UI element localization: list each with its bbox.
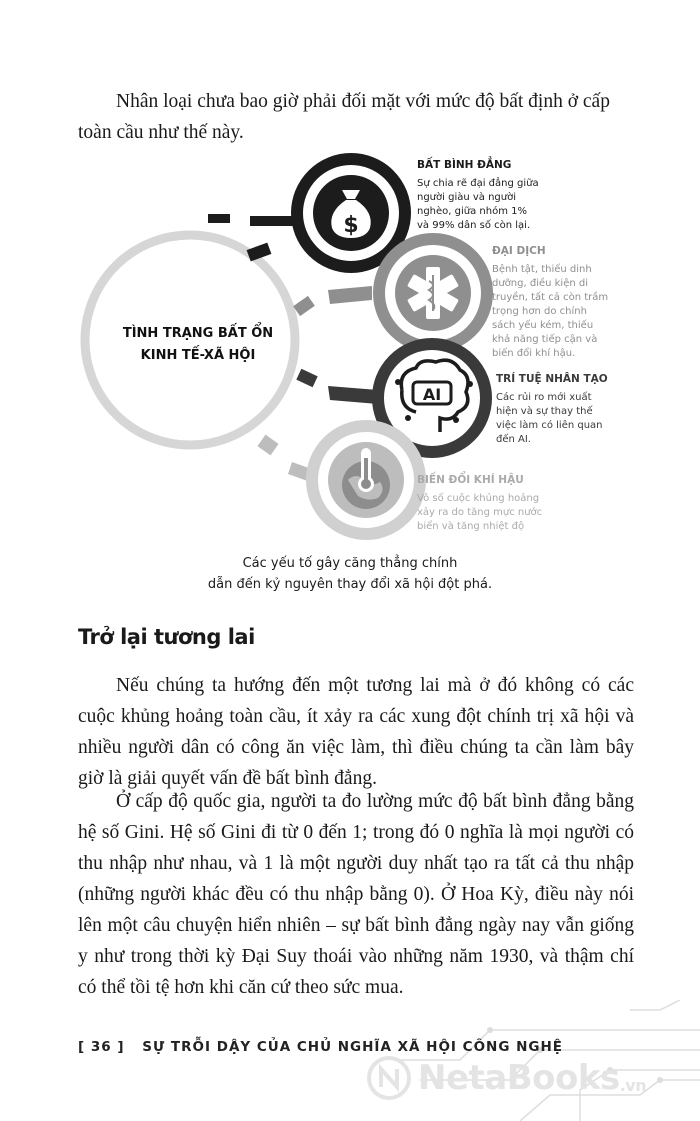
page-number: [ 36 ] bbox=[78, 1039, 125, 1055]
item-title-climate: BIẾN ĐỔI KHÍ HẬU bbox=[417, 474, 524, 486]
item-desc-ai: đến AI. bbox=[496, 434, 531, 445]
intro-paragraph: Nhân loại chưa bao giờ phải đối mặt với mức độ bất định ở cấp toàn cầu như thế này. bbox=[78, 91, 610, 143]
inequality-node bbox=[297, 159, 405, 267]
page-footer bbox=[78, 1039, 563, 1055]
figure-caption bbox=[180, 553, 520, 595]
svg-text:$: $ bbox=[343, 213, 359, 238]
connector-2 bbox=[293, 286, 372, 316]
item-desc-pandemic: trọng hơn do chính bbox=[492, 306, 587, 317]
item-desc-pandemic: dưỡng, điều kiện di bbox=[492, 278, 589, 289]
item-desc-pandemic: truyền, tất cả còn trầm bbox=[492, 292, 609, 303]
netabooks-logo-icon bbox=[366, 1055, 412, 1101]
item-title-pandemic: ĐẠI DỊCH bbox=[492, 245, 546, 257]
watermark-suffix: .vn bbox=[619, 1075, 647, 1095]
item-desc-inequality: người giàu và người bbox=[417, 192, 517, 203]
item-title-ai: TRÍ TUỆ NHÂN TẠO bbox=[496, 373, 608, 385]
watermark bbox=[366, 1055, 646, 1101]
caption-line-1: Các yếu tố gây căng thẳng chính bbox=[242, 556, 458, 571]
section-title: Trở lại tương lai bbox=[78, 625, 255, 649]
item-desc-pandemic: sách yếu kém, thiếu bbox=[492, 320, 594, 331]
body-paragraph-1: Nếu chúng ta hướng đến một tương lai mà ở đó không có các cuộc khủng hoảng toàn cầu, ít xảy ra các xung đột chính trị xã hội và nhiều người dân có công ăn việc làm, thì điều chúng ta cần làm bây giờ là giải quyết vấn đề bất bình đẳng. bbox=[78, 675, 634, 789]
item-desc-climate: biển và tăng nhiệt độ bbox=[417, 521, 525, 532]
pandemic-node bbox=[379, 239, 487, 347]
item-title-inequality: BẤT BÌNH ĐẲNG bbox=[417, 159, 512, 171]
body-paragraph-2: Ở cấp độ quốc gia, người ta đo lường mức độ bất bình đẳng bằng hệ số Gini. Hệ số Gini đi từ 0 đến 1; trong đó 0 nghĩa là mọi người có thu nhập như nhau, và 1 là một người duy nhất tạo ra tất cả thu nhập (những người khác đều có thu nhập bằng 0). Ở Hoa Kỳ, điều này nói lên một câu chuyện hiển nhiên – sự bất bình đẳng ngày nay vẫn giống y như trong thời kỳ Đại Suy thoái vào những năm 1930, và thậm chí có thể tồi tệ hơn khi căn cứ theo sức mua. bbox=[78, 791, 634, 998]
connector-3 bbox=[296, 369, 378, 404]
item-desc-ai: việc làm có liên quan bbox=[496, 420, 603, 431]
item-desc-climate: xảy ra do tăng mực nước bbox=[417, 507, 543, 518]
watermark-brand: NetaBooks bbox=[418, 1058, 620, 1098]
item-desc-inequality: Sự chia rẽ đại đẳng giữa bbox=[417, 178, 539, 189]
item-desc-ai: hiện và sự thay thế bbox=[496, 406, 593, 417]
climate-node bbox=[312, 426, 420, 534]
instability-diagram bbox=[80, 150, 620, 550]
item-desc-pandemic: Bệnh tật, thiếu dinh bbox=[492, 264, 592, 275]
center-label-line1: TÌNH TRẠNG BẤT ỔN bbox=[122, 326, 274, 341]
item-desc-pandemic: biến đổi khí hậu. bbox=[492, 348, 576, 359]
item-desc-climate: Vô số cuộc khủng hoảng bbox=[417, 493, 540, 504]
item-desc-inequality: và 99% dân số còn lại. bbox=[417, 220, 531, 231]
caption-line-2: dẫn đến kỷ nguyên thay đổi xã hội đột phá. bbox=[207, 577, 493, 592]
item-desc-ai: Các rủi ro mới xuất bbox=[496, 392, 592, 403]
svg-text:AI: AI bbox=[422, 385, 442, 404]
item-desc-pandemic: khả năng tiếp cận và bbox=[492, 334, 598, 345]
book-title: SỰ TRỖI DẬY CỦA CHỦ NGHĨA XÃ HỘI CÔNG NGHỆ bbox=[142, 1039, 564, 1055]
center-label-line2: KINH TẾ-XÃ HỘI bbox=[140, 348, 256, 363]
item-desc-inequality: nghèo, giữa nhóm 1% bbox=[417, 206, 527, 217]
